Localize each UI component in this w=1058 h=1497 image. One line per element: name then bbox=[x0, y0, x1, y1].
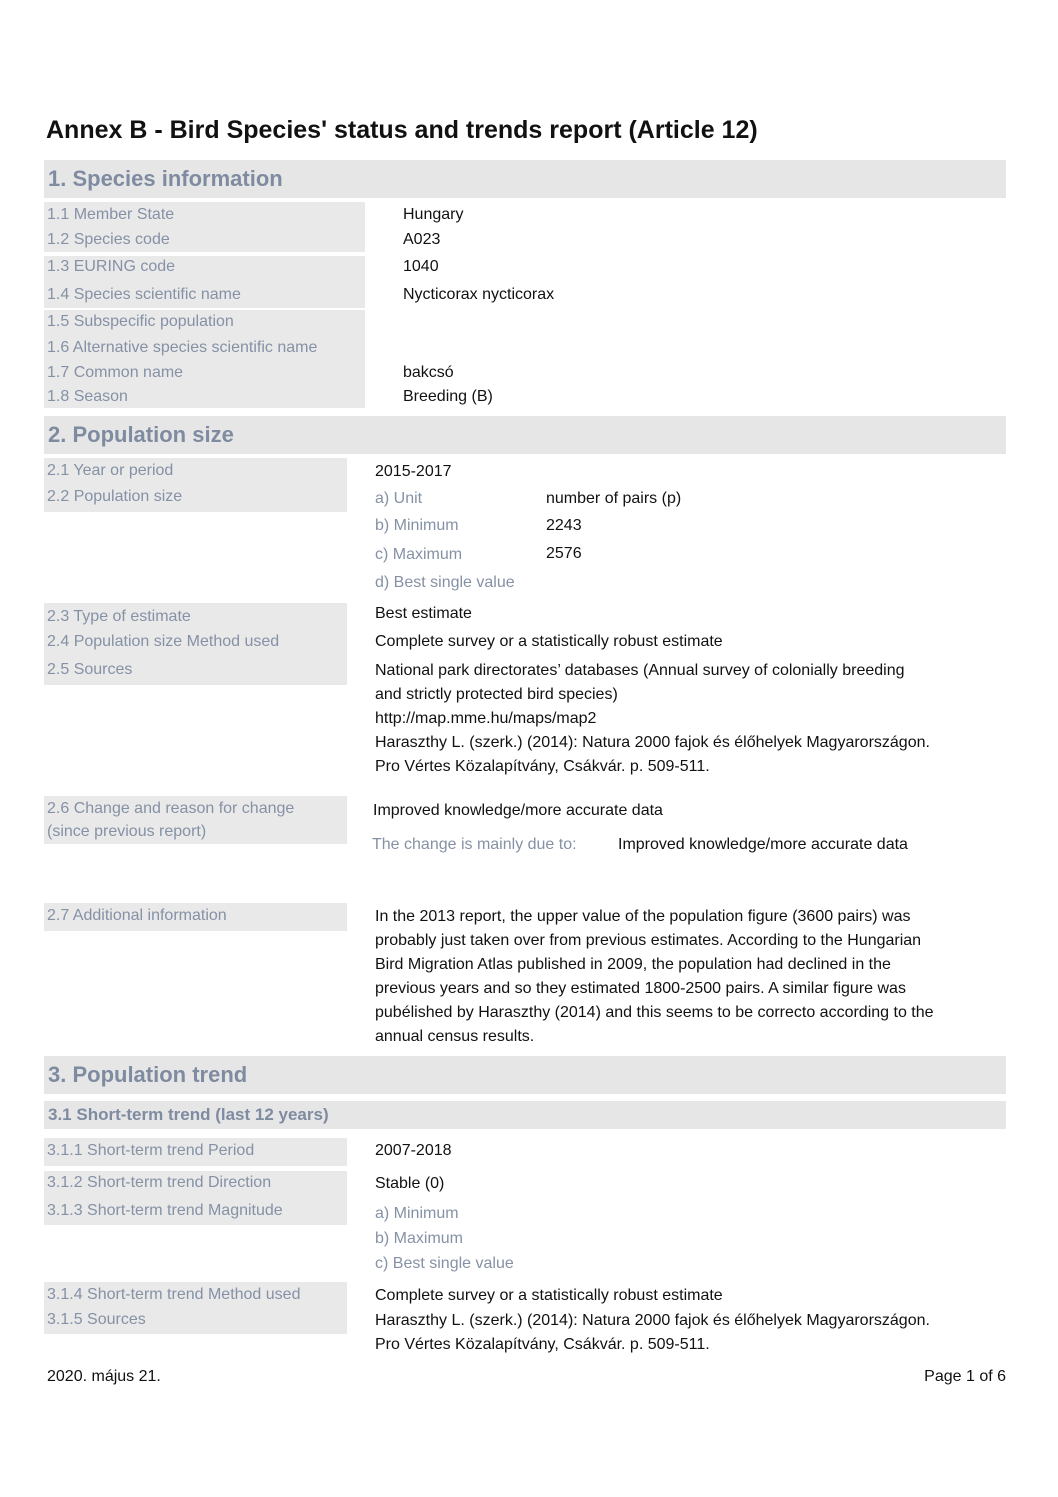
field-value-species-code: A023 bbox=[403, 231, 441, 248]
field-label-trend-magnitude: 3.1.3 Short-term trend Magnitude bbox=[47, 1202, 283, 1219]
field-label-subspecific-population: 1.5 Subspecific population bbox=[47, 313, 234, 330]
additional-line: pubélished by Haraszthy (2014) and this seems to be correcto according to the bbox=[375, 1004, 934, 1021]
field-value-trend-period: 2007-2018 bbox=[375, 1142, 452, 1159]
sources-text bbox=[375, 659, 1005, 779]
field-value-scientific-name: Nycticorax nycticorax bbox=[403, 286, 555, 303]
field-value-type-of-estimate: Best estimate bbox=[375, 605, 472, 622]
section-title: 3. Population trend bbox=[48, 1062, 248, 1087]
trend-sources-text bbox=[375, 1309, 1005, 1357]
field-label-population-size: 2.2 Population size bbox=[47, 488, 183, 505]
sources-line: Haraszthy L. (szerk.) (2014): Natura 2000 fajok és élőhelyek Magyarországon. bbox=[375, 734, 930, 751]
field-value-common-name: bakcsó bbox=[403, 364, 454, 381]
field-label-trend-direction: 3.1.2 Short-term trend Direction bbox=[47, 1174, 272, 1191]
field-label-season: 1.8 Season bbox=[47, 388, 128, 405]
field-label-method-used: 2.4 Population size Method used bbox=[47, 633, 280, 650]
trend-sources-line: Haraszthy L. (szerk.) (2014): Natura 2000 fajok és élőhelyek Magyarországon. bbox=[375, 1312, 930, 1329]
field-label-change-reason: 2.6 Change and reason for change bbox=[47, 800, 295, 817]
sources-line: National park directorates’ databases (Annual survey of colonially breeding bbox=[375, 662, 905, 679]
trend-sources-line: Pro Vértes Közalapítvány, Csákvár. p. 509-511. bbox=[375, 1336, 710, 1353]
unit-label: a) Unit bbox=[375, 490, 423, 507]
sources-line: http://map.mme.hu/maps/map2 bbox=[375, 710, 597, 727]
minimum-value: 2243 bbox=[546, 517, 582, 534]
field-label-trend-sources: 3.1.5 Sources bbox=[47, 1311, 146, 1328]
footer-page-number: Page 1 of 6 bbox=[924, 1368, 1006, 1385]
additional-line: Bird Migration Atlas published in 2009, the population had declined in the bbox=[375, 956, 891, 973]
trend-maximum-label: b) Maximum bbox=[375, 1230, 464, 1247]
field-label-additional-information: 2.7 Additional information bbox=[47, 907, 227, 924]
field-label-euring-code: 1.3 EURING code bbox=[47, 258, 176, 275]
trend-minimum-label: a) Minimum bbox=[375, 1205, 459, 1222]
section-title: 1. Species information bbox=[48, 166, 283, 191]
field-value-member-state: Hungary bbox=[403, 206, 464, 223]
field-value-euring-code: 1040 bbox=[403, 258, 439, 275]
field-label-year-period: 2.1 Year or period bbox=[47, 462, 174, 479]
section-header-species-information bbox=[44, 160, 1006, 198]
additional-line: annual census results. bbox=[375, 1028, 535, 1045]
maximum-label: c) Maximum bbox=[375, 546, 463, 563]
additional-line: probably just taken over from previous estimates. According to the Hungarian bbox=[375, 932, 922, 949]
unit-value: number of pairs (p) bbox=[546, 490, 682, 507]
report-title: Annex B - Bird Species' status and trends report (Article 12) bbox=[46, 116, 758, 144]
field-label-type-of-estimate: 2.3 Type of estimate bbox=[47, 608, 191, 625]
change-mainly-due-value: Improved knowledge/more accurate data bbox=[618, 836, 908, 853]
trend-best-single-value-label: c) Best single value bbox=[375, 1255, 514, 1272]
additional-line: In the 2013 report, the upper value of the population figure (3600 pairs) was bbox=[375, 908, 911, 925]
section-header-population-size bbox=[44, 416, 1006, 454]
field-label-member-state: 1.1 Member State bbox=[47, 206, 175, 223]
field-label-species-code: 1.2 Species code bbox=[47, 231, 170, 248]
field-value-trend-method: Complete survey or a statistically robust estimate bbox=[375, 1287, 723, 1304]
additional-information-text bbox=[375, 905, 1005, 1049]
maximum-value: 2576 bbox=[546, 545, 582, 562]
section-title: 2. Population size bbox=[48, 422, 234, 447]
field-label-change-reason-sub: (since previous report) bbox=[47, 823, 207, 840]
field-value-change-reason: Improved knowledge/more accurate data bbox=[373, 802, 663, 819]
section-header-population-trend bbox=[44, 1056, 1006, 1094]
subsection-header-short-term-trend bbox=[44, 1101, 1006, 1129]
field-label-common-name: 1.7 Common name bbox=[47, 364, 184, 381]
footer-date: 2020. május 21. bbox=[47, 1368, 161, 1385]
sources-line: and strictly protected bird species) bbox=[375, 686, 618, 703]
additional-line: previous years and so they estimated 1800-2500 pairs. A similar figure was bbox=[375, 980, 906, 997]
minimum-label: b) Minimum bbox=[375, 517, 459, 534]
field-value-year-period: 2015-2017 bbox=[375, 463, 452, 480]
best-single-value-label: d) Best single value bbox=[375, 574, 515, 591]
field-value-trend-direction: Stable (0) bbox=[375, 1175, 445, 1192]
field-label-scientific-name: 1.4 Species scientific name bbox=[47, 286, 241, 303]
sources-line: Pro Vértes Közalapítvány, Csákvár. p. 509-511. bbox=[375, 758, 710, 775]
field-label-alternative-name: 1.6 Alternative species scientific name bbox=[47, 339, 318, 356]
field-value-season: Breeding (B) bbox=[403, 388, 493, 405]
change-mainly-due-label: The change is mainly due to: bbox=[372, 836, 577, 853]
field-value-method-used: Complete survey or a statistically robust estimate bbox=[375, 633, 723, 650]
field-label-sources: 2.5 Sources bbox=[47, 661, 133, 678]
field-label-trend-period: 3.1.1 Short-term trend Period bbox=[47, 1142, 255, 1159]
subsection-title: 3.1 Short-term trend (last 12 years) bbox=[48, 1105, 329, 1124]
field-label-trend-method: 3.1.4 Short-term trend Method used bbox=[47, 1286, 301, 1303]
